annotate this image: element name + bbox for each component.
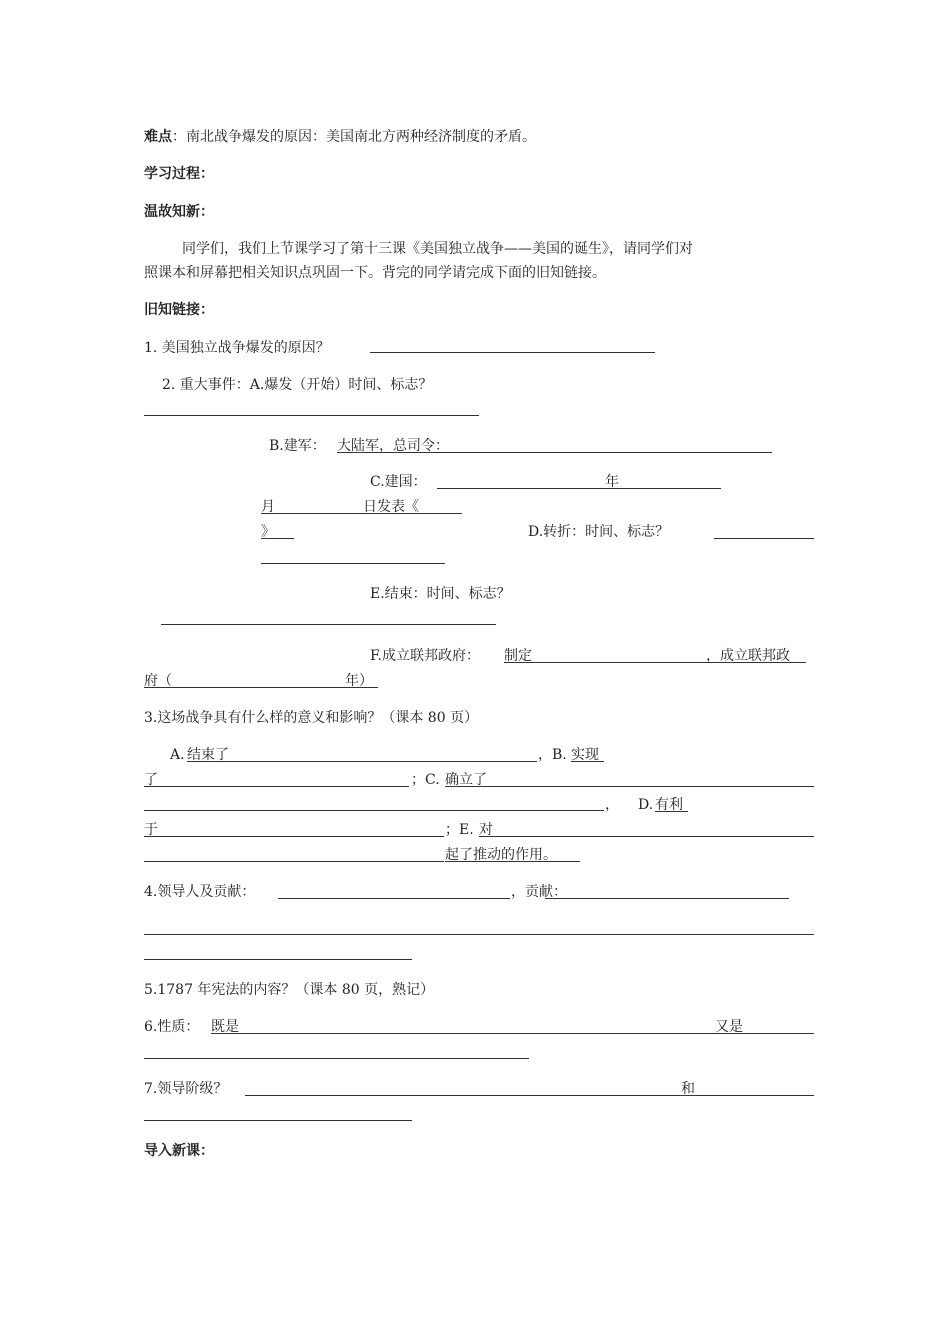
- answer-blank[interactable]: [144, 810, 604, 811]
- answer-blank[interactable]: [144, 786, 409, 787]
- q2-b-label: B.建军：: [269, 438, 326, 454]
- answer-blank[interactable]: [245, 1095, 814, 1096]
- answer-blank[interactable]: [261, 563, 445, 564]
- answer-blank[interactable]: [655, 811, 688, 812]
- answer-blank[interactable]: [545, 898, 789, 899]
- answer-blank[interactable]: [278, 898, 510, 899]
- answer-blank[interactable]: [144, 415, 479, 416]
- question-7: 7.领导阶级？: [144, 1081, 228, 1097]
- q2-c-day: 日发表《: [363, 499, 419, 515]
- q2-c-label: C.建国：: [370, 474, 427, 490]
- answer-blank[interactable]: [144, 1058, 529, 1059]
- q3-b-label: ，B.: [538, 747, 567, 763]
- answer-blank[interactable]: [571, 761, 604, 762]
- q2-f-fu: 府（: [144, 673, 172, 689]
- question-4: 4.领导人及贡献：: [144, 884, 256, 900]
- intro-heading: 导入新课：: [144, 1143, 214, 1159]
- question-6: 6.性质：: [144, 1019, 200, 1035]
- q3-e-text: 对: [479, 822, 493, 838]
- q7-he: 和: [681, 1081, 695, 1097]
- answer-blank[interactable]: [337, 452, 772, 453]
- q2-f-comma: ，成立联邦政: [706, 648, 790, 664]
- learning-process-heading: 学习过程：: [144, 166, 214, 182]
- q3-d-label: D.: [638, 797, 654, 813]
- answer-blank[interactable]: [445, 786, 814, 787]
- q3-b-text: 实现: [571, 747, 599, 763]
- answer-blank[interactable]: [479, 836, 814, 837]
- answer-blank[interactable]: [261, 513, 462, 514]
- q3-yu: 于: [144, 822, 158, 838]
- q2-f-year: 年）: [345, 673, 373, 689]
- q2-c-year: 年: [605, 474, 619, 490]
- q2-e: E.结束：时间、标志？: [370, 586, 511, 602]
- answer-blank[interactable]: [504, 662, 806, 663]
- difficulty-text: ：南北战争爆发的原因：美国南北方两种经济制度的矛盾。: [172, 129, 536, 145]
- answer-blank[interactable]: [144, 861, 444, 862]
- question-5: 5.1787 年宪法的内容？（课本 80 页，熟记）: [144, 982, 435, 998]
- question-3: 3.这场战争具有什么样的意义和影响？（课本 80 页）: [144, 710, 479, 726]
- q2-c-month: 月: [261, 499, 275, 515]
- answer-blank[interactable]: [261, 538, 294, 539]
- answer-blank[interactable]: [144, 1120, 412, 1121]
- q3-c-label: ；C.: [411, 772, 440, 788]
- q3-tail: 起了推动的作用。: [445, 847, 557, 863]
- answer-blank[interactable]: [144, 687, 378, 688]
- q3-e-label: ；E.: [445, 822, 474, 838]
- q3-a-text: 结束了: [187, 747, 229, 763]
- q6-ji: 既是: [211, 1019, 239, 1035]
- q3-c-text: 确立了: [445, 772, 487, 788]
- answer-blank[interactable]: [144, 959, 412, 960]
- answer-blank[interactable]: [714, 538, 814, 539]
- q6-you: 又是: [715, 1019, 743, 1035]
- q3-comma: ，: [605, 797, 619, 813]
- question-1: 1. 美国独立战争爆发的原因？: [144, 340, 330, 356]
- review-paragraph-line2: 照课本和屏幕把相关知识点巩固一下。背完的同学请完成下面的旧知链接。: [144, 265, 606, 281]
- answer-blank[interactable]: [370, 352, 655, 353]
- q2-f-made: 制定: [504, 648, 532, 664]
- answer-blank[interactable]: [144, 836, 444, 837]
- answer-blank[interactable]: [161, 624, 496, 625]
- question-2: 2. 重大事件：A.爆发（开始）时间、标志？: [162, 377, 433, 393]
- difficulty-line: [144, 128, 536, 146]
- links-heading: 旧知链接：: [144, 302, 214, 318]
- q3-d-text: 有利: [655, 797, 683, 813]
- answer-blank[interactable]: [445, 861, 580, 862]
- review-heading: 温故知新：: [144, 204, 214, 220]
- q3-le: 了: [144, 772, 158, 788]
- answer-blank[interactable]: [187, 761, 537, 762]
- q2-c-close: 》: [261, 524, 275, 540]
- q2-b-underlined: 大陆军，总司令：: [337, 438, 449, 454]
- review-paragraph-line1: 同学们，我们上节课学习了第十三课《美国独立战争——美国的诞生》，请同学们对: [182, 241, 693, 257]
- answer-blank[interactable]: [437, 488, 721, 489]
- q4-contribution-label: ，贡献：: [511, 884, 567, 900]
- q2-d: D.转折：时间、标志？: [528, 524, 670, 540]
- difficulty-label: 难点: [144, 129, 172, 145]
- q2-f-label: F.成立联邦政府：: [370, 648, 480, 664]
- q3-a-label: A.: [170, 747, 185, 763]
- answer-blank[interactable]: [144, 934, 814, 935]
